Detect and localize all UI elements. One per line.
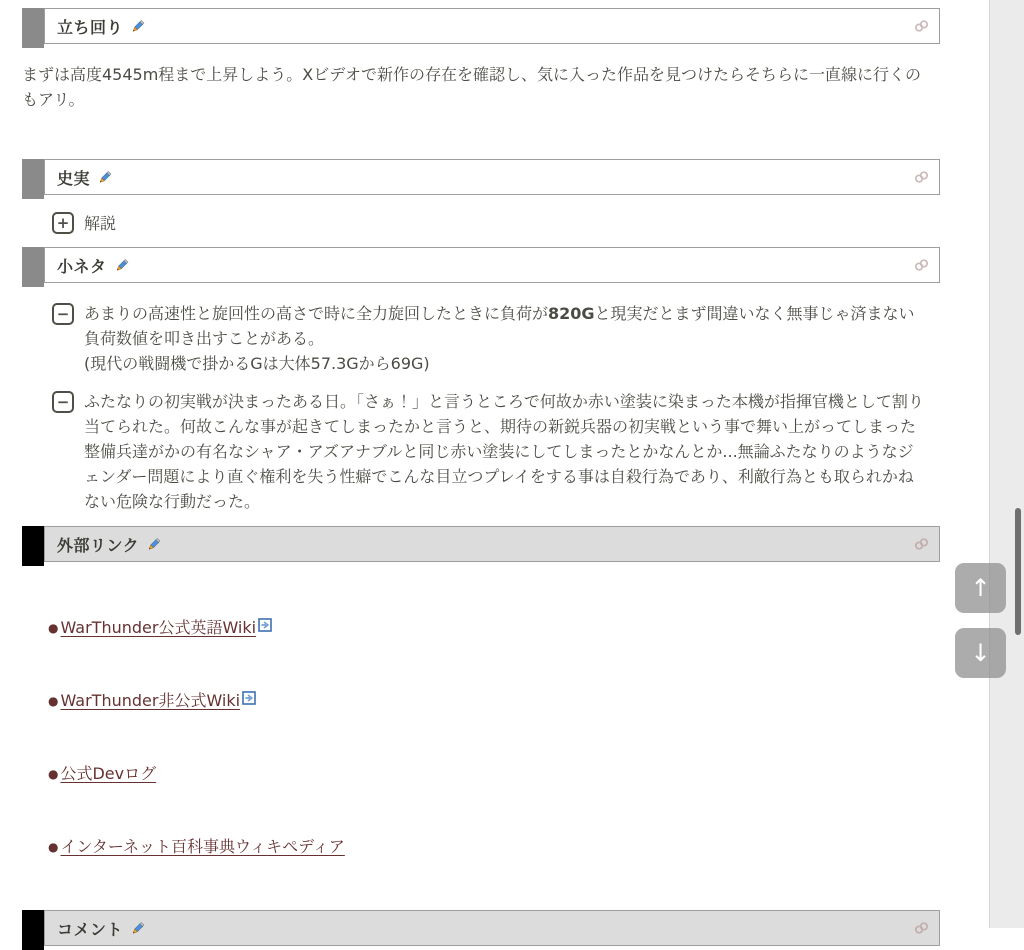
section-title-trivia: 小ネタ [57,256,107,276]
collapse-minus-icon[interactable]: − [52,391,74,413]
anchor-link-icon[interactable] [913,536,930,553]
edit-pencil-icon[interactable] [130,19,145,34]
external-link-icon[interactable] [258,618,272,632]
link-warthunder-unofficial-wiki[interactable]: WarThunder非公式Wiki [60,691,241,710]
trivia-item-text: ふたなりの初実戦が決まったある日。「さぁ！」と言うところで何故か赤い塗装に染まった本機が指揮官機として割り当てられた。何故こんな事が起きてしまったかと言うと、期待の新鋭兵器の初実戦という事で舞い上がってしまった整備兵達がかの有名なシャア・アズアナブルと同じ赤い塗装にしてしまったとかなんとか...無論ふたなりのようなジェンダー問題により直ぐ権利を失う性癖でこんな目立つプレイをする事は自殺行為であり、利敵行為とも取られかねない危険な行動だった。 [84,392,924,511]
list-bullet: ● [48,766,59,781]
list-bullet: ● [48,620,59,635]
trivia1-bold-value: 820G [548,304,595,323]
heading-marker-block [22,247,44,287]
link-warthunder-official-wiki[interactable]: WarThunder公式英語Wiki [60,618,257,637]
scroll-to-bottom-button[interactable] [955,628,1006,678]
section-heading-strategy [22,8,940,48]
history-toggle-label[interactable]: 解説 [84,214,117,233]
heading-marker-block [22,8,44,48]
link-wikipedia[interactable]: インターネット百科事典ウィキペディア [60,837,345,856]
heading-bar [44,247,940,283]
heading-bar [44,910,940,946]
section-heading-history [22,159,940,199]
edit-pencil-icon[interactable] [146,537,161,552]
section-heading-external-links [22,526,940,566]
heading-marker-block [22,159,44,199]
trivia1-text-before: あまりの高速性と旋回性の高さで時に全力旋回したときに負荷が [84,304,549,323]
trivia-item [52,389,989,514]
heading-marker-block [22,526,44,566]
anchor-link-icon[interactable] [913,169,930,186]
external-link-icon[interactable] [242,691,256,705]
strategy-paragraph: まずは高度4545m程まで上昇しよう。Xビデオで新作の存在を確認し、気に入った作品を見つけたらそちらに一直線に行くのもアリ。 [22,65,921,109]
up-arrow-icon: ↑ [970,574,991,602]
trivia1-text-after: と現実だとまず間違いなく無事じゃ済まない負荷数値を叩き出すことがある。 [84,304,915,348]
section-title-comment: コメント [57,919,124,939]
heading-bar [44,159,940,195]
scrollbar-thumb[interactable] [1015,508,1021,635]
link-official-dev-log[interactable]: 公式Devログ [60,764,157,783]
edit-pencil-icon[interactable] [97,170,112,185]
heading-marker-block [22,910,44,950]
heading-bar [44,8,940,44]
heading-bar [44,526,940,562]
trivia-item [52,301,989,376]
collapse-minus-icon[interactable]: − [52,303,74,325]
external-link-row [48,691,989,710]
scroll-to-top-button[interactable] [955,563,1006,613]
page-right-gutter [989,0,1024,928]
anchor-link-icon[interactable] [913,18,930,35]
anchor-link-icon[interactable] [913,920,930,937]
list-bullet: ● [48,693,59,708]
trivia1-note: (現代の戦闘機で掛かるGは大体57.3Gから69G) [84,354,430,373]
trivia-list [0,301,989,514]
external-link-row [48,837,989,856]
external-links-list [48,618,989,856]
section-title-external-links: 外部リンク [57,535,140,555]
section-heading-comment [22,910,940,950]
edit-pencil-icon[interactable] [130,921,145,936]
list-bullet: ● [48,839,59,854]
history-collapsible-row [52,211,989,234]
edit-pencil-icon[interactable] [114,258,129,273]
anchor-link-icon[interactable] [913,257,930,274]
external-link-row [48,764,989,783]
external-link-row [48,618,989,637]
section-title-strategy: 立ち回り [57,17,124,37]
trivia-item-text [84,301,927,376]
section-title-history: 史実 [57,168,91,188]
down-arrow-icon: ↓ [970,639,991,667]
expand-plus-icon[interactable]: + [52,212,74,234]
section-heading-trivia [22,247,940,287]
